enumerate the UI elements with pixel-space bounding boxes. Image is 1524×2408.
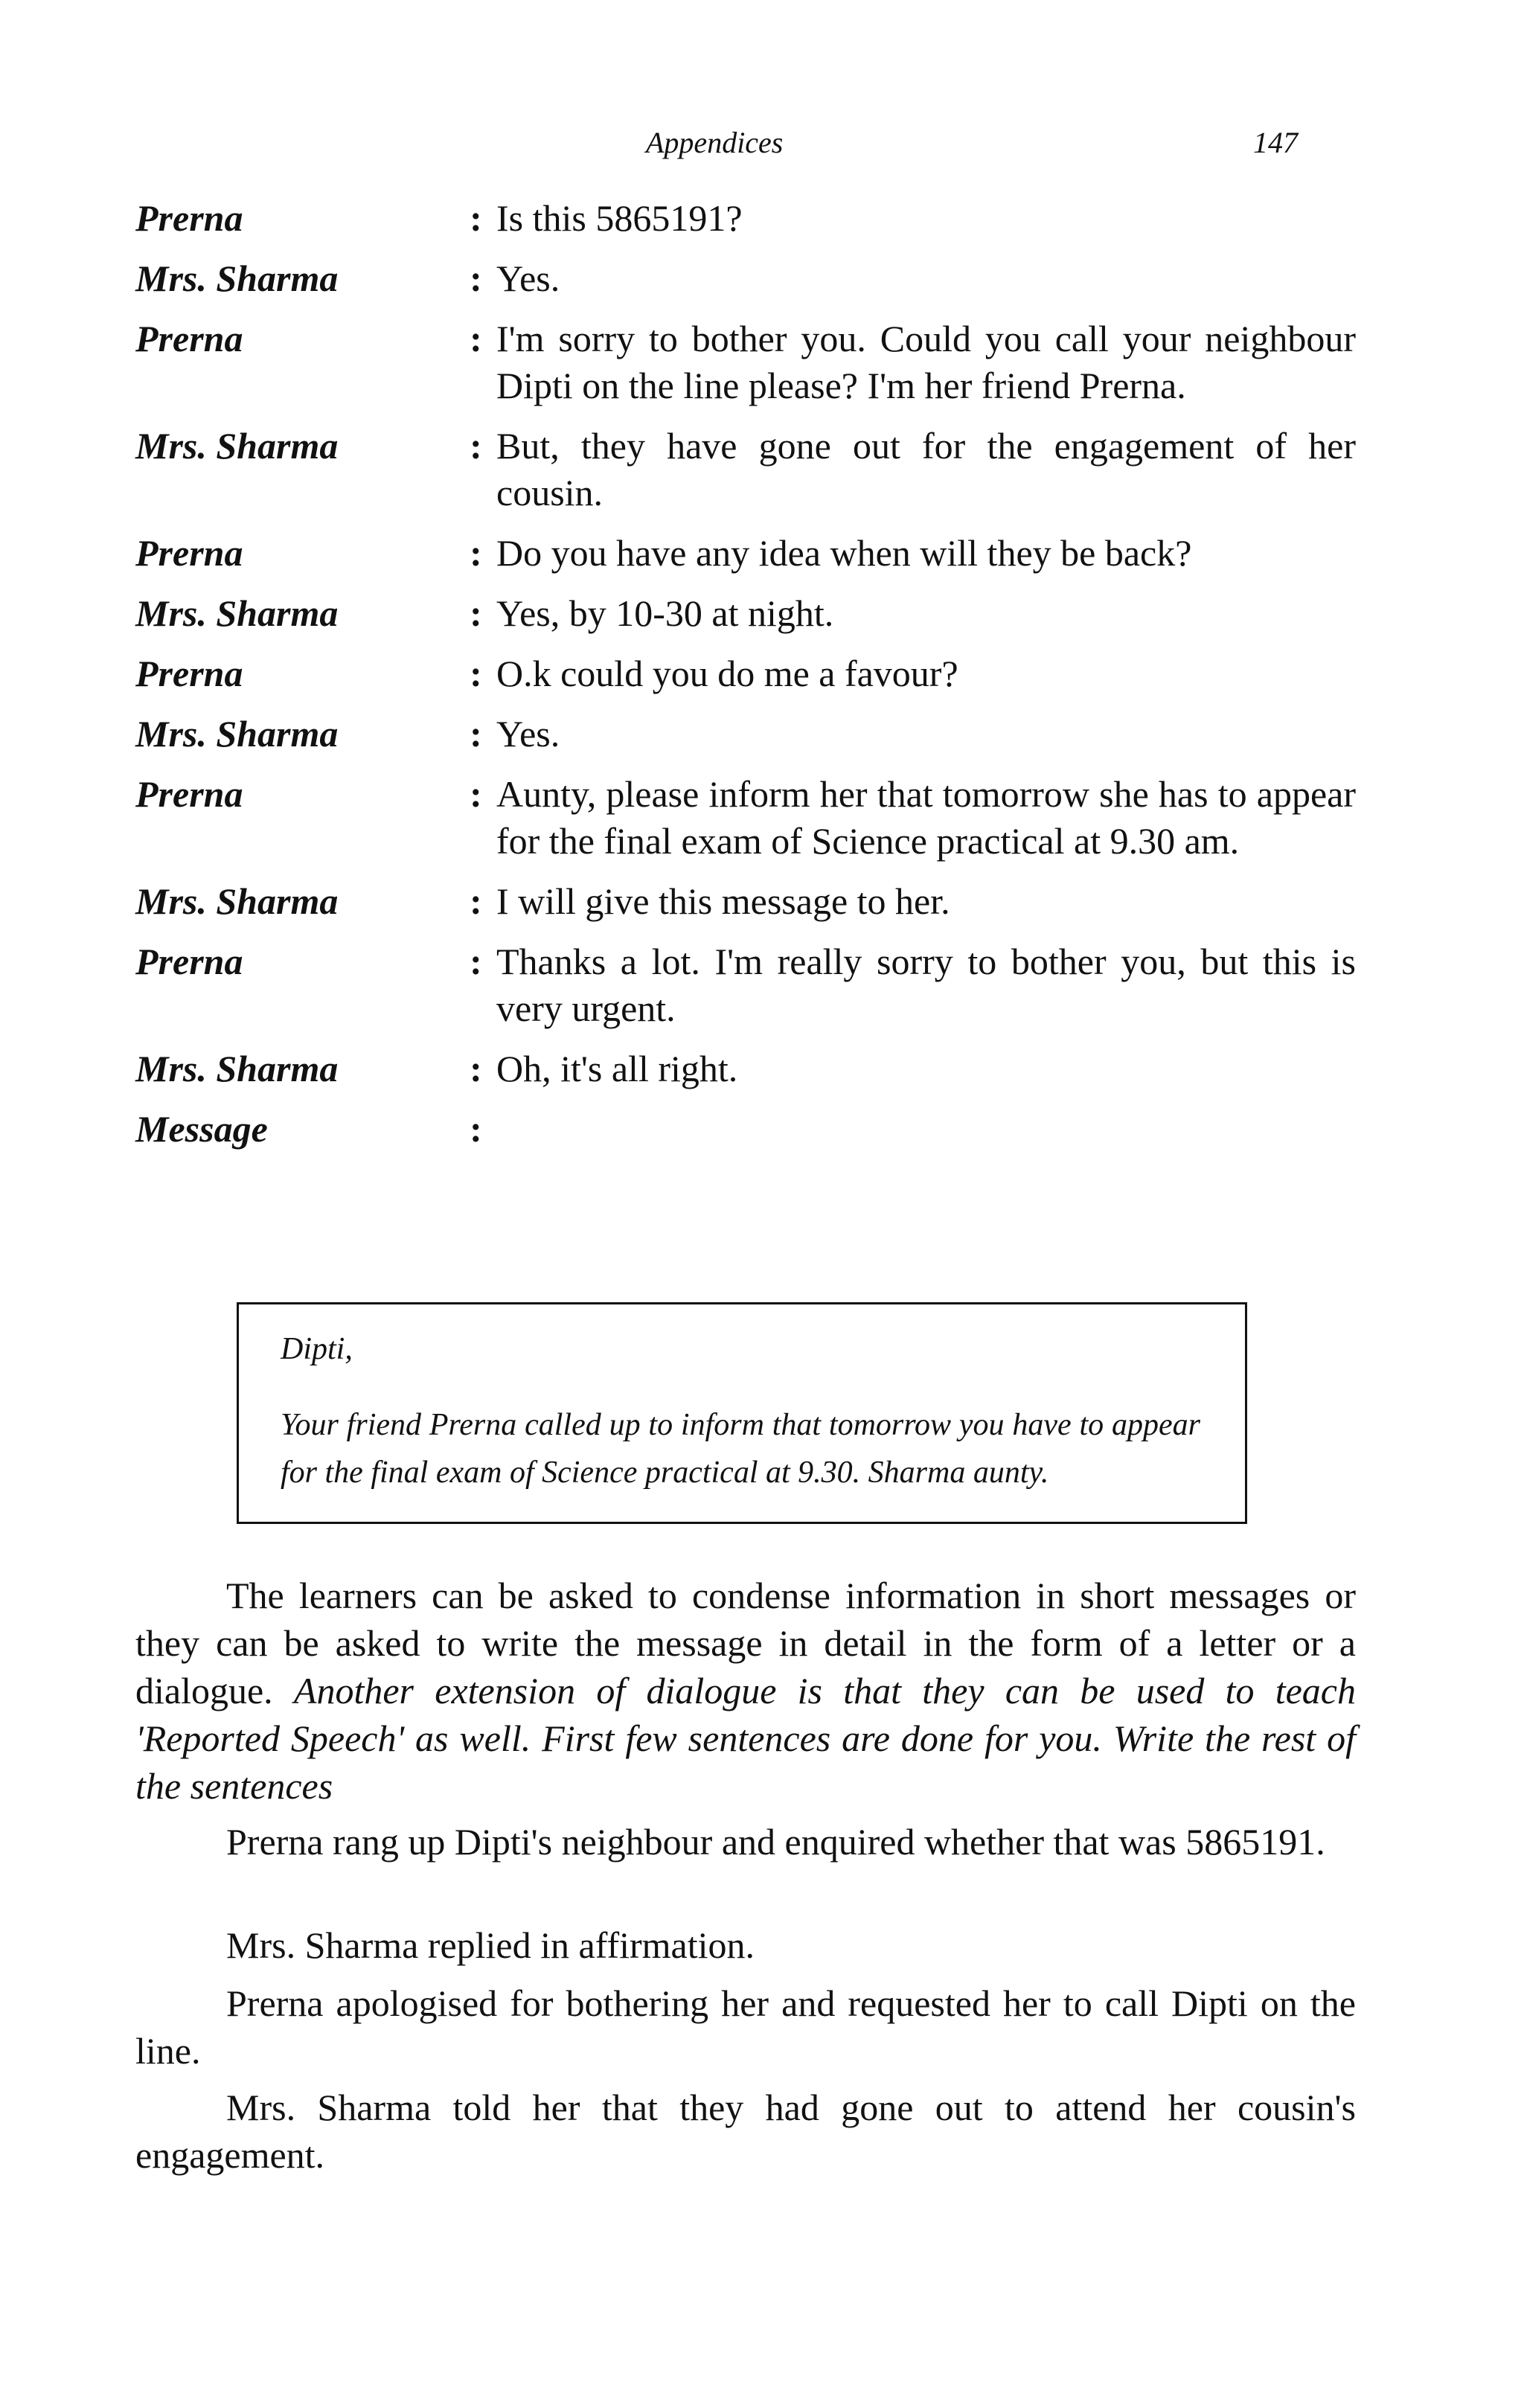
speech-text: Thanks a lot. I'm really sorry to bother you, but this is very urgent. <box>496 941 1356 1029</box>
colon: : <box>470 197 482 239</box>
speaker-name: Mrs. Sharma <box>135 592 339 634</box>
message-greeting: Dipti, <box>281 1332 353 1366</box>
colon: : <box>470 592 482 634</box>
dialogue-turn <box>135 650 1356 697</box>
reported-speech-sentence: Prerna rang up Dipti's neighbour and enquired whether that was 5865191. <box>226 1821 1325 1863</box>
paragraph-reported-4 <box>135 2084 1356 2179</box>
message-body: Your friend Prerna called up to inform that tomorrow you have to appear for the final exam of Science practical at 9.30. Sharma aunty. <box>281 1408 1200 1490</box>
dialogue-turn <box>135 530 1356 577</box>
dialogue-turn <box>135 255 1356 302</box>
speaker-name: Prerna <box>135 318 243 359</box>
paragraph-reported-1 <box>135 1818 1356 1866</box>
reported-speech-sentence: Mrs. Sharma replied in affirmation. <box>226 1924 755 1966</box>
running-head-title: Appendices <box>646 126 784 159</box>
colon: : <box>470 1048 482 1089</box>
speech-text: Yes. <box>496 257 560 299</box>
speaker-name: Mrs. Sharma <box>135 713 339 755</box>
dialogue-turn <box>135 590 1356 637</box>
dialogue-turn <box>135 316 1356 409</box>
speaker-name: Mrs. Sharma <box>135 880 339 922</box>
paragraph-reported-3 <box>135 1979 1356 2075</box>
dialogue-turn <box>135 878 1356 925</box>
dialogue-turn <box>135 423 1356 516</box>
reported-speech-sentence: Mrs. Sharma told her that they had gone out to attend her cousin's engagement. <box>135 2087 1356 2176</box>
colon: : <box>470 1108 482 1150</box>
speech-text: Do you have any idea when will they be back? <box>496 532 1192 574</box>
colon: : <box>470 880 482 922</box>
message-box <box>237 1302 1247 1524</box>
reported-speech-sentence: Prerna apologised for bothering her and requested her to call Dipti on the line. <box>135 1982 1356 2072</box>
colon: : <box>470 257 482 299</box>
speech-text: I will give this message to her. <box>496 880 950 922</box>
colon: : <box>470 532 482 574</box>
dialogue-turn <box>135 771 1356 865</box>
instruction-text: The learners can be asked to condense information in short messages or they can be asked to write the message in detail in the form of a letter or a dialogue. <box>135 1575 1356 1711</box>
speaker-name: Message <box>135 1108 268 1150</box>
speech-text: Yes. <box>496 713 560 755</box>
dialogue <box>135 195 1356 1166</box>
colon: : <box>470 318 482 359</box>
dialogue-turn <box>135 938 1356 1032</box>
instruction-italic-text: Another extension of dialogue is that they can be used to teach 'Reported Speech' as well. First few sentences are done for you. Write the rest of the sentences <box>135 1670 1356 1807</box>
colon: : <box>470 713 482 755</box>
speaker-name: Prerna <box>135 773 243 815</box>
dialogue-turn <box>135 1106 1356 1153</box>
speaker-name: Prerna <box>135 653 243 694</box>
page-number: 147 <box>1253 126 1298 159</box>
colon: : <box>470 425 482 467</box>
speaker-name: Mrs. Sharma <box>135 425 339 467</box>
speech-text: Is this 5865191? <box>496 197 743 239</box>
colon: : <box>470 653 482 694</box>
speech-text: But, they have gone out for the engagement of her cousin. <box>496 425 1356 513</box>
speech-text: Aunty, please inform her that tomorrow she has to appear for the final exam of Science practical at 9.30 am. <box>496 773 1356 862</box>
speech-text: Yes, by 10-30 at night. <box>496 592 834 634</box>
speaker-name: Mrs. Sharma <box>135 257 339 299</box>
speech-text: O.k could you do me a favour? <box>496 653 958 694</box>
speaker-name: Prerna <box>135 197 243 239</box>
speech-text: Oh, it's all right. <box>496 1048 738 1089</box>
running-head <box>0 125 1524 170</box>
dialogue-turn <box>135 195 1356 242</box>
speaker-name: Prerna <box>135 532 243 574</box>
speech-text: I'm sorry to bother you. Could you call your neighbour Dipti on the line please? I'm her friend Prerna. <box>496 318 1356 406</box>
speaker-name: Prerna <box>135 941 243 982</box>
colon: : <box>470 941 482 982</box>
colon: : <box>470 773 482 815</box>
paragraph-instructions <box>135 1572 1356 1810</box>
speaker-name: Mrs. Sharma <box>135 1048 339 1089</box>
speech-text <box>496 1106 1356 1153</box>
paragraph-reported-2 <box>135 1921 1356 1969</box>
dialogue-turn <box>135 711 1356 758</box>
dialogue-turn <box>135 1046 1356 1092</box>
